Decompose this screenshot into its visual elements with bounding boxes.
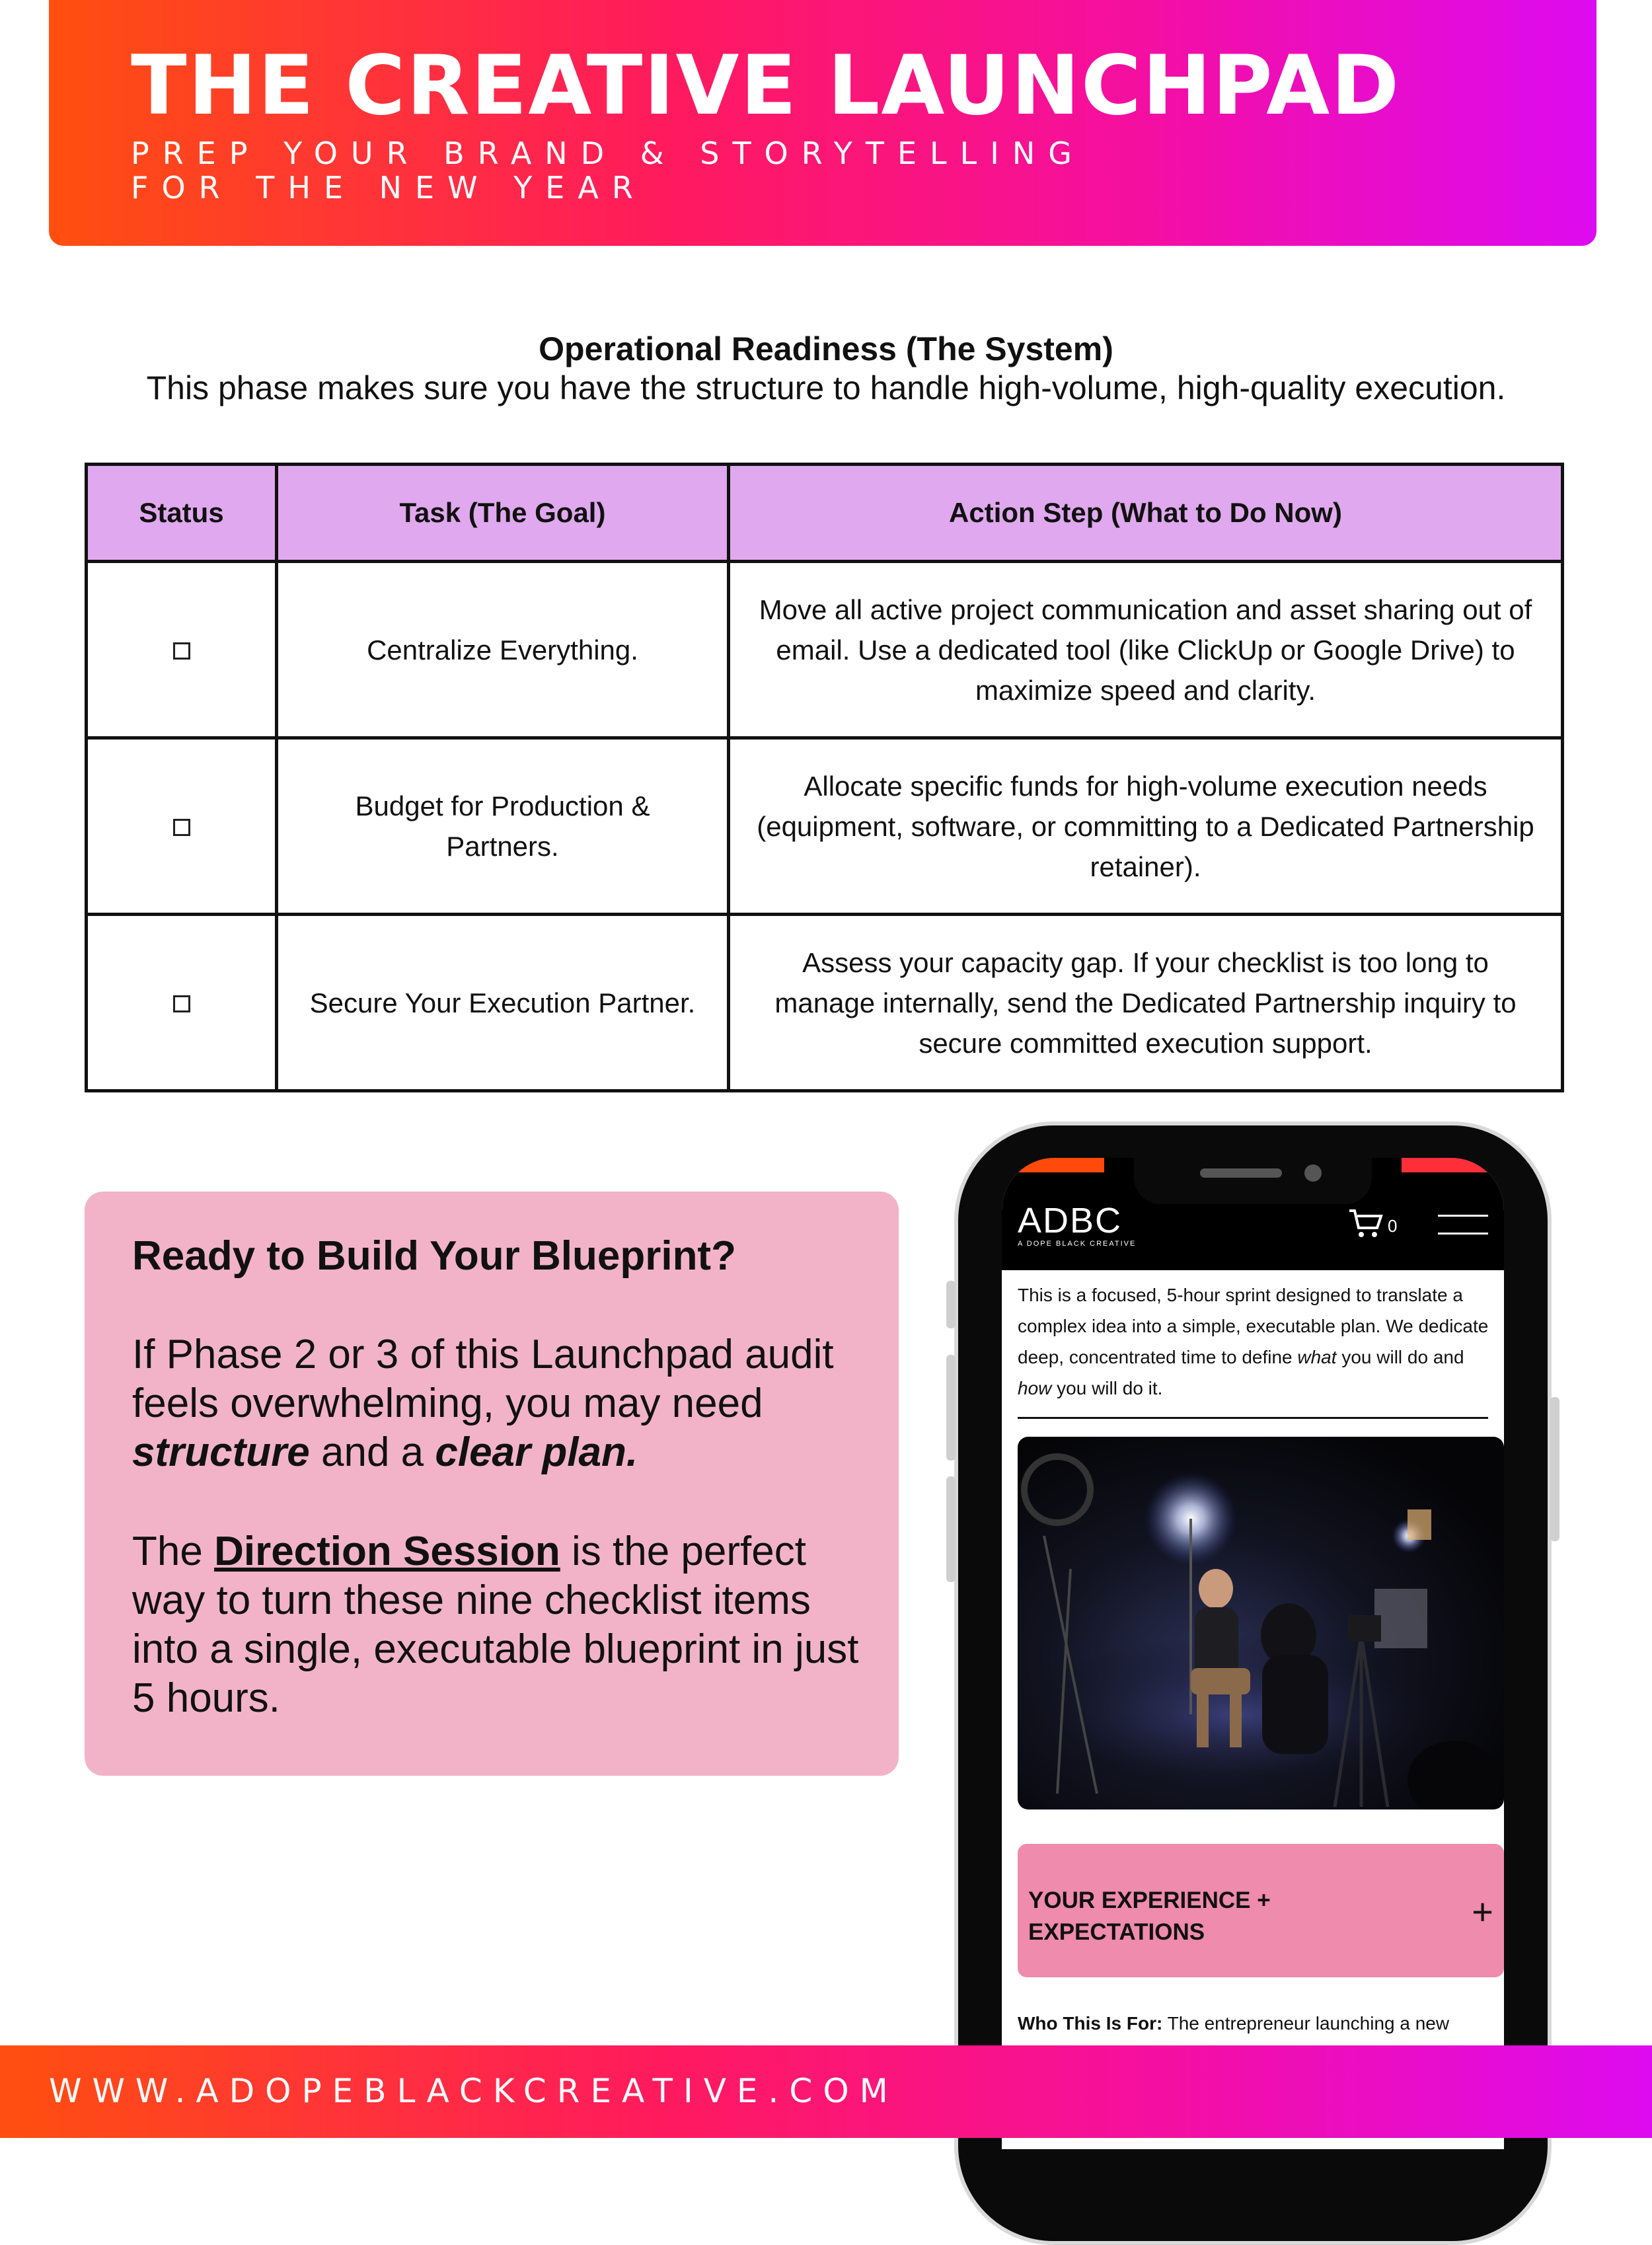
cta-title: Ready to Build Your Blueprint? — [132, 1233, 736, 1279]
direction-session-link[interactable]: Direction Session — [214, 1529, 560, 1574]
table-row — [87, 915, 1563, 1091]
section-description: This phase makes sure you have the structure to handle high-volume, high-quality execution. — [146, 369, 1506, 406]
logo-subtext: A DOPE BLACK CREATIVE — [1018, 1240, 1137, 1248]
checklist-table — [85, 463, 1564, 1092]
cta-text: The — [132, 1529, 215, 1574]
intro-emphasis: how — [1018, 1378, 1052, 1398]
phone-screen — [1002, 1158, 1504, 2149]
status-cell[interactable] — [87, 915, 277, 1091]
site-logo[interactable] — [1018, 1203, 1136, 1248]
footer-bar — [0, 2045, 1652, 2138]
checkbox-icon[interactable] — [173, 642, 190, 660]
column-header-action: Action Step (What to Do Now) — [729, 465, 1563, 562]
who-label: Who This Is For: — [1018, 2013, 1163, 2034]
checkbox-icon[interactable] — [173, 995, 190, 1012]
table-row — [87, 738, 1563, 915]
website-url[interactable]: WWW.ADOPEBLACKCREATIVE.COM — [49, 2072, 899, 2110]
cta-paragraph-1 — [132, 1330, 879, 1477]
cart-count: 0 — [1388, 1216, 1398, 1236]
table-row — [87, 562, 1563, 738]
column-header-status: Status — [87, 465, 277, 562]
phone-volume-down — [946, 1476, 956, 1582]
status-cell[interactable] — [87, 738, 277, 915]
task-cell: Budget for Production & Partners. — [277, 738, 729, 915]
cta-paragraph-2 — [132, 1527, 879, 1723]
plus-icon[interactable]: + — [1472, 1891, 1493, 1932]
cta-text: If Phase 2 or 3 of this Launchpad audit feels overwhelming, you may need — [132, 1332, 834, 1426]
cta-text: is the perfect way to turn these nine checklist items into a single, executable blueprint in just 5 hours. — [132, 1529, 859, 1721]
cart-icon[interactable] — [1348, 1208, 1384, 1240]
page-title: THE CREATIVE LAUNCHPAD — [131, 38, 1401, 133]
who-text: The entrepreneur launching a new — [1167, 2013, 1450, 2034]
header-banner — [49, 0, 1596, 246]
action-cell: Allocate specific funds for high-volume execution needs (equipment, software, or committing to a Dedicated Partnership retainer). — [729, 738, 1563, 915]
phone-volume-up — [946, 1355, 956, 1461]
intro-text: you will do it. — [1051, 1378, 1163, 1398]
camera-icon — [1304, 1164, 1322, 1182]
hamburger-menu-icon[interactable] — [1438, 1215, 1488, 1237]
action-cell: Assess your capacity gap. If your checklist is too long to manage internally, send the Dedicated Partnership inquiry to secure committed execution support. — [729, 915, 1563, 1091]
task-cell: Secure Your Execution Partner. — [277, 915, 729, 1091]
status-bar-accent — [1402, 1158, 1504, 1172]
status-cell[interactable] — [87, 562, 277, 738]
table-header-row — [87, 465, 1563, 562]
section-heading — [0, 329, 1652, 407]
action-cell: Move all active project communication and asset sharing out of email. Use a dedicated tool (like ClickUp or Google Drive) to maximize speed and clarity. — [729, 562, 1563, 738]
speaker-icon — [1200, 1168, 1282, 1178]
intro-text: This is a focused, 5-hour sprint designed to translate a complex idea into a simple, executable plan. We dedicate deep, concentrated time to define — [1018, 1285, 1489, 1367]
section-title: Operational Readiness (The System) — [539, 330, 1113, 367]
site-header — [1002, 1158, 1504, 1270]
cta-text: and a — [309, 1429, 435, 1475]
experience-accordion[interactable] — [1018, 1844, 1504, 1977]
logo-text: ADBC — [1018, 1201, 1123, 1240]
intro-text: you will do and — [1336, 1347, 1464, 1367]
task-cell: Centralize Everything. — [277, 562, 729, 738]
cta-box — [85, 1192, 899, 1776]
intro-emphasis: what — [1297, 1347, 1337, 1367]
cta-emphasis-structure: structure — [132, 1429, 310, 1475]
studio-scene-illustration — [1018, 1437, 1504, 1809]
accordion-title: YOUR EXPERIENCE + EXPECTATIONS — [1028, 1887, 1271, 1945]
phone-power-button — [1550, 1397, 1559, 1541]
phone-mute-switch — [946, 1281, 956, 1328]
studio-photo — [1018, 1437, 1504, 1809]
page-subtitle: PREP YOUR BRAND & STORYTELLING FOR THE NEW YEAR — [131, 135, 1085, 206]
session-intro — [1018, 1279, 1493, 1404]
column-header-task: Task (The Goal) — [277, 465, 729, 562]
divider — [1018, 1417, 1488, 1419]
cta-emphasis-plan: clear plan. — [435, 1429, 638, 1475]
checkbox-icon[interactable] — [173, 819, 190, 836]
phone-notch — [1134, 1158, 1372, 1204]
status-bar-accent — [1002, 1158, 1104, 1172]
